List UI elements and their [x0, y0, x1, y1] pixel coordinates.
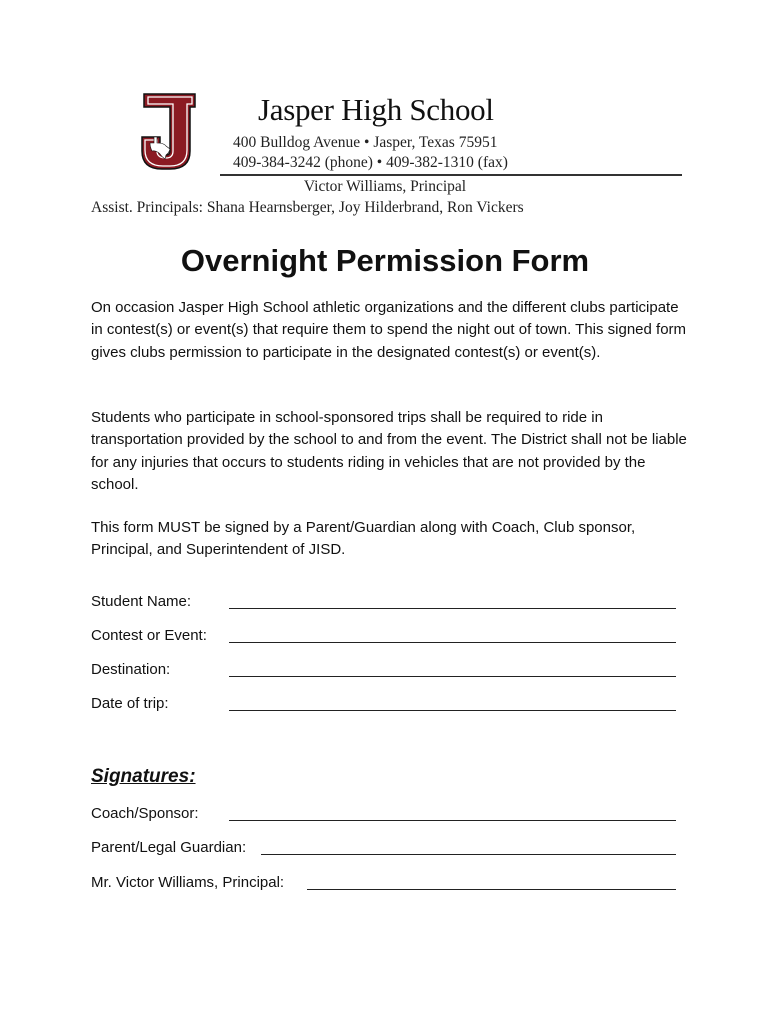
school-logo [140, 93, 196, 171]
principal-signature-row [91, 872, 676, 894]
coach-sponsor-label: Coach/Sponsor: [91, 805, 199, 822]
principal-name: Victor Williams, Principal [303, 178, 467, 195]
student-name-row [91, 591, 676, 613]
assistant-principals: Assist. Principals: Shana Hearnsberger, Joy Hilderbrand, Ron Vickers [91, 199, 524, 216]
parent-guardian-label: Parent/Legal Guardian: [91, 839, 247, 856]
destination-label: Destination: [91, 661, 171, 678]
school-name: Jasper High School [258, 92, 494, 127]
coach-sponsor-row [91, 803, 676, 825]
school-phones: 409-384-3242 (phone) • 409-382-1310 (fax) [233, 154, 508, 171]
header-divider [220, 174, 682, 176]
destination-row [91, 659, 676, 681]
transportation-paragraph: Students who participate in school-sponsored trips shall be required to ride in transportation provided by the school to and from the event. The District shall not be liable for any injuries that occurs to students riding in vehicles that are not provided by the school. [91, 409, 687, 493]
intro-paragraph: On occasion Jasper High School athletic organizations and the different clubs participate in contest(s) or event(s) that require them to spend the night out of town. This signed form gives clubs permission to participate in the designated contest(s) or event(s). [91, 299, 687, 361]
date-of-trip-line[interactable] [229, 710, 676, 711]
signature-requirement-paragraph: This form MUST be signed by a Parent/Guardian along with Coach, Club sponsor, Principal, and Superintendent of JISD. [91, 519, 636, 559]
contest-event-row [91, 625, 676, 647]
form-title: Overnight Permission Form [180, 243, 590, 278]
principal-signature-line[interactable] [307, 889, 676, 890]
contest-event-label: Contest or Event: [91, 627, 207, 644]
destination-line[interactable] [229, 676, 676, 677]
parent-guardian-row [91, 837, 676, 859]
principal-signature-label: Mr. Victor Williams, Principal: [91, 874, 285, 891]
signatures-heading: Signatures: [91, 766, 196, 787]
student-name-line[interactable] [229, 608, 676, 609]
date-of-trip-label: Date of trip: [91, 695, 169, 712]
parent-guardian-signature-line[interactable] [261, 854, 676, 855]
school-address: 400 Bulldog Avenue • Jasper, Texas 75951 [233, 134, 498, 151]
student-name-label: Student Name: [91, 593, 192, 610]
coach-sponsor-signature-line[interactable] [229, 820, 676, 821]
contest-event-line[interactable] [229, 642, 676, 643]
date-of-trip-row [91, 693, 676, 715]
